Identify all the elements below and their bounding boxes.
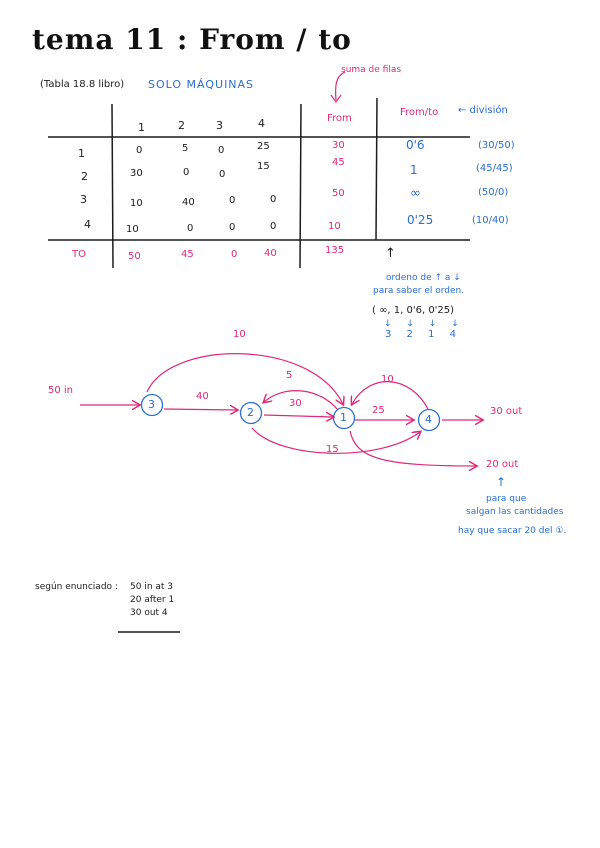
edge-label-4-1: 10	[381, 374, 394, 385]
to-total: 135	[325, 245, 345, 256]
node-3: 3	[148, 398, 155, 411]
table-cell: 25	[257, 141, 270, 152]
from-cell: 10	[328, 221, 341, 232]
from-cell: 30	[332, 140, 345, 151]
division-cell: (50/0)	[478, 187, 509, 198]
ratio-cell: 0'25	[407, 213, 434, 227]
col-header-1: 1	[138, 121, 145, 134]
to-cell: 40	[264, 248, 277, 259]
to-cell: 50	[128, 251, 141, 262]
subtitle: (Tabla 18.8 libro)	[40, 79, 125, 90]
diagram-note-2: salgan las cantidades	[466, 507, 564, 517]
edge-label-2-4: 15	[326, 444, 339, 455]
subtitle-tag: SOLO MÁQUINAS	[148, 78, 255, 91]
edge-label-2-1: 30	[289, 398, 302, 409]
table-cell: 0	[229, 195, 236, 206]
division-cell: (10/40)	[472, 215, 509, 226]
row-label: 2	[81, 170, 88, 183]
from-header: From	[327, 113, 352, 124]
sum-note: suma de filas	[341, 65, 402, 75]
ratio-cell: 1	[410, 163, 418, 177]
table-cell: 10	[130, 198, 143, 209]
table-cell: 30	[130, 168, 143, 179]
node-4: 4	[425, 413, 432, 426]
row-label: 1	[78, 147, 85, 160]
output-4-label: 30 out	[490, 406, 523, 417]
edge-label-1-2: 5	[286, 370, 293, 381]
enunciado-line: 30 out 4	[130, 608, 168, 618]
division-cell: (45/45)	[476, 163, 513, 174]
output-1-label: 20 out	[486, 459, 519, 470]
edge-label-3-1: 10	[233, 329, 246, 340]
enunciado-line: 20 after 1	[130, 595, 175, 605]
to-cell: 0	[231, 249, 238, 260]
table-cell: 0	[183, 167, 190, 178]
order-values: ( ∞, 1, 0'6, 0'25)	[372, 305, 455, 316]
table-cell: 0	[219, 169, 226, 180]
table-cell: 5	[182, 143, 189, 154]
ratio-cell: ∞	[410, 186, 421, 201]
table-cell: 0	[270, 221, 277, 232]
node-1: 1	[340, 411, 347, 424]
order-note-2: para saber el orden.	[373, 286, 465, 296]
from-cell: 50	[332, 188, 345, 199]
diagram-note-3: hay que sacar 20 del ①.	[458, 526, 567, 536]
page-title: tema 11 : From / to	[32, 23, 352, 56]
table-cell: 40	[182, 197, 195, 208]
diagram-note-1: para que	[486, 494, 527, 504]
edge-label-1-4: 25	[372, 405, 385, 416]
enunciado-line: 50 in at 3	[130, 582, 174, 592]
order-result: 3 2 1 4	[385, 329, 462, 340]
col-header-4: 4	[258, 117, 265, 130]
from-cell: 45	[332, 157, 345, 168]
ratio-cell: 0'6	[406, 138, 425, 152]
table-cell: 15	[257, 161, 270, 172]
table-cell: 0	[270, 194, 277, 205]
node-2: 2	[247, 406, 254, 419]
note-arrow: ↑	[496, 475, 507, 489]
input-label: 50 in	[48, 385, 74, 396]
table-cell: 10	[126, 224, 139, 235]
row-label: 3	[80, 193, 87, 206]
to-label: TO	[72, 249, 86, 260]
col-header-2: 2	[178, 119, 185, 132]
table-cell: 0	[218, 145, 225, 156]
up-arrow: ↑	[385, 246, 396, 261]
division-cell: (30/50)	[478, 140, 515, 151]
division-label: ← división	[458, 105, 508, 116]
to-cell: 45	[181, 249, 194, 260]
col-header-3: 3	[216, 119, 223, 132]
fromto-header: From/to	[400, 107, 439, 118]
enunciado-label: según enunciado :	[35, 582, 118, 592]
order-arrows: ↓ ↓ ↓ ↓	[384, 319, 465, 329]
table-cell: 0	[229, 222, 236, 233]
row-label: 4	[84, 218, 91, 231]
table-cell: 0	[136, 145, 143, 156]
table-cell: 0	[187, 223, 194, 234]
edge-label-3-2: 40	[196, 391, 209, 402]
order-note-1: ordeno de ↑ a ↓	[386, 273, 461, 283]
